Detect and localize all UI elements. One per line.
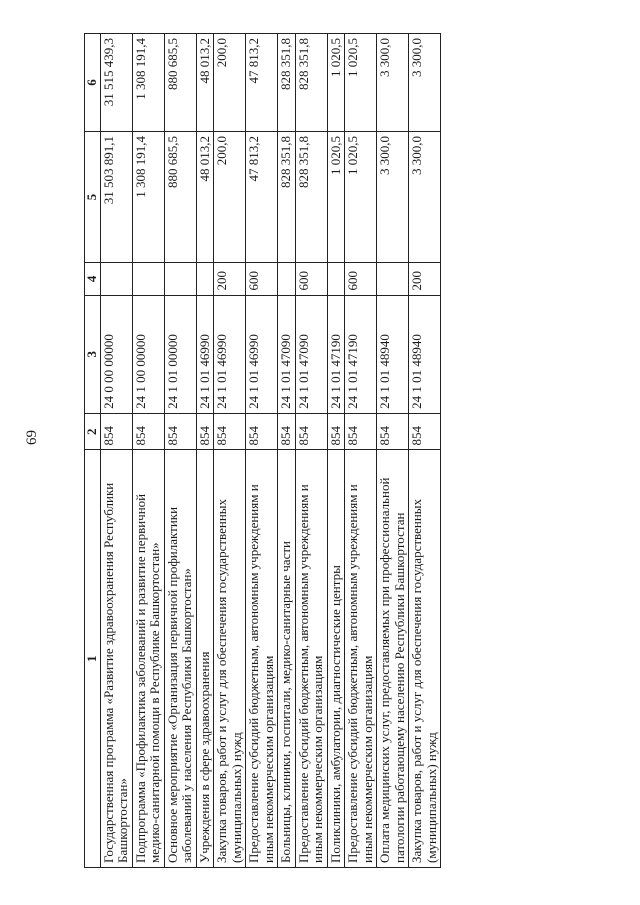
row-name-cell: Оплата медицинских услуг, предоставляемых при профессиональной патологии работающему населению Республики Башкортостан (377, 450, 409, 868)
row-target-cell: 24 1 01 46990 (196, 295, 214, 413)
row-value-6-cell: 1 020,5 (345, 34, 377, 132)
table-row (278, 34, 296, 868)
header-row (85, 34, 101, 868)
row-name-cell: Государственная программа «Развитие здравоохранения Республики Башкортостан» (100, 450, 132, 868)
row-type-cell (132, 263, 164, 295)
row-target-cell: 24 1 01 48940 (409, 295, 441, 413)
row-target-cell: 24 1 00 00000 (132, 295, 164, 413)
row-type-cell (377, 263, 409, 295)
row-code-cell: 854 (132, 413, 164, 450)
row-name-cell: Закупка товаров, работ и услуг для обеспечения государственных (муниципальных) нужд (214, 450, 246, 868)
row-name-cell: Предоставление субсидий бюджетным, автономным учреждениям и иным некоммерческим организациям (246, 450, 278, 868)
table-row (196, 34, 214, 868)
row-value-6-cell: 47 813,2 (246, 34, 278, 132)
row-type-cell: 200 (409, 263, 441, 295)
row-code-cell: 854 (278, 413, 296, 450)
table-row (409, 34, 441, 868)
row-type-cell (196, 263, 214, 295)
row-value-5-cell: 3 300,0 (409, 131, 441, 262)
row-code-cell: 854 (196, 413, 214, 450)
row-type-cell: 600 (246, 263, 278, 295)
row-value-5-cell: 1 308 191,4 (132, 131, 164, 262)
row-value-5-cell: 1 020,5 (327, 131, 345, 262)
row-value-6-cell: 200,0 (214, 34, 246, 132)
row-value-5-cell: 47 813,2 (246, 131, 278, 262)
row-value-5-cell: 828 351,8 (278, 131, 296, 262)
row-value-5-cell: 880 685,5 (164, 131, 196, 262)
row-name-cell: Учреждения в сфере здравоохранения (196, 450, 214, 868)
table-row (100, 34, 132, 868)
row-code-cell: 854 (246, 413, 278, 450)
row-target-cell: 24 1 01 46990 (214, 295, 246, 413)
row-code-cell: 854 (100, 413, 132, 450)
row-target-cell: 24 0 00 00000 (100, 295, 132, 413)
row-name-cell: Закупка товаров, работ и услуг для обеспечения государственных (муниципальных) нужд (409, 450, 441, 868)
row-code-cell: 854 (295, 413, 327, 450)
row-target-cell: 24 1 01 48940 (377, 295, 409, 413)
row-name-cell: Предоставление субсидий бюджетным, автономным учреждениям и иным некоммерческим организациям (345, 450, 377, 868)
row-type-cell: 600 (295, 263, 327, 295)
row-name-cell: Больницы, клиники, госпитали, медико-санитарные части (278, 450, 296, 868)
row-name-cell: Предоставление субсидий бюджетным, автономным учреждениям и иным некоммерческим организациям (295, 450, 327, 868)
table-row (214, 34, 246, 868)
row-target-cell: 24 1 01 46990 (246, 295, 278, 413)
row-code-cell: 854 (327, 413, 345, 450)
row-type-cell: 600 (345, 263, 377, 295)
header-col-3: 3 (85, 295, 101, 413)
table-row (132, 34, 164, 868)
row-target-cell: 24 1 01 00000 (164, 295, 196, 413)
table-row (327, 34, 345, 868)
row-name-cell: Поликлиники, амбулатории, диагностические центры (327, 450, 345, 868)
table-row (345, 34, 377, 868)
table-row (377, 34, 409, 868)
rotated-table-container (84, 33, 441, 868)
row-code-cell: 854 (409, 413, 441, 450)
row-code-cell: 854 (377, 413, 409, 450)
row-target-cell: 24 1 01 47090 (278, 295, 296, 413)
row-target-cell: 24 1 01 47190 (327, 295, 345, 413)
table-row (164, 34, 196, 868)
header-col-6: 6 (85, 34, 101, 132)
row-value-5-cell: 200,0 (214, 131, 246, 262)
row-value-6-cell: 880 685,5 (164, 34, 196, 132)
page-number: 69 (24, 430, 40, 445)
row-target-cell: 24 1 01 47090 (295, 295, 327, 413)
row-code-cell: 854 (164, 413, 196, 450)
row-value-5-cell: 1 020,5 (345, 131, 377, 262)
header-col-1: 1 (85, 450, 101, 868)
table-row (295, 34, 327, 868)
row-code-cell: 854 (345, 413, 377, 450)
row-value-5-cell: 31 503 891,1 (100, 131, 132, 262)
row-code-cell: 854 (214, 413, 246, 450)
header-col-4: 4 (85, 263, 101, 295)
row-value-6-cell: 31 515 439,3 (100, 34, 132, 132)
table-row (246, 34, 278, 868)
row-value-6-cell: 1 308 191,4 (132, 34, 164, 132)
row-type-cell: 200 (214, 263, 246, 295)
row-name-cell: Подпрограмма «Профилактика заболеваний и развитие первичной медико-санитарной помощи в Республике Башкортостан» (132, 450, 164, 868)
header-col-2: 2 (85, 413, 101, 450)
row-value-6-cell: 1 020,5 (327, 34, 345, 132)
row-value-6-cell: 828 351,8 (278, 34, 296, 132)
row-value-5-cell: 48 013,2 (196, 131, 214, 262)
row-name-cell: Основное мероприятие «Организация первичной профилактики заболеваний у населения Республики Башкортостан» (164, 450, 196, 868)
row-target-cell: 24 1 01 47190 (345, 295, 377, 413)
row-value-5-cell: 828 351,8 (295, 131, 327, 262)
row-type-cell (164, 263, 196, 295)
row-value-6-cell: 48 013,2 (196, 34, 214, 132)
header-col-5: 5 (85, 131, 101, 262)
row-type-cell (100, 263, 132, 295)
row-type-cell (278, 263, 296, 295)
row-value-6-cell: 3 300,0 (377, 34, 409, 132)
row-value-6-cell: 828 351,8 (295, 34, 327, 132)
row-value-6-cell: 3 300,0 (409, 34, 441, 132)
row-value-5-cell: 3 300,0 (377, 131, 409, 262)
row-type-cell (327, 263, 345, 295)
budget-table (84, 33, 441, 868)
